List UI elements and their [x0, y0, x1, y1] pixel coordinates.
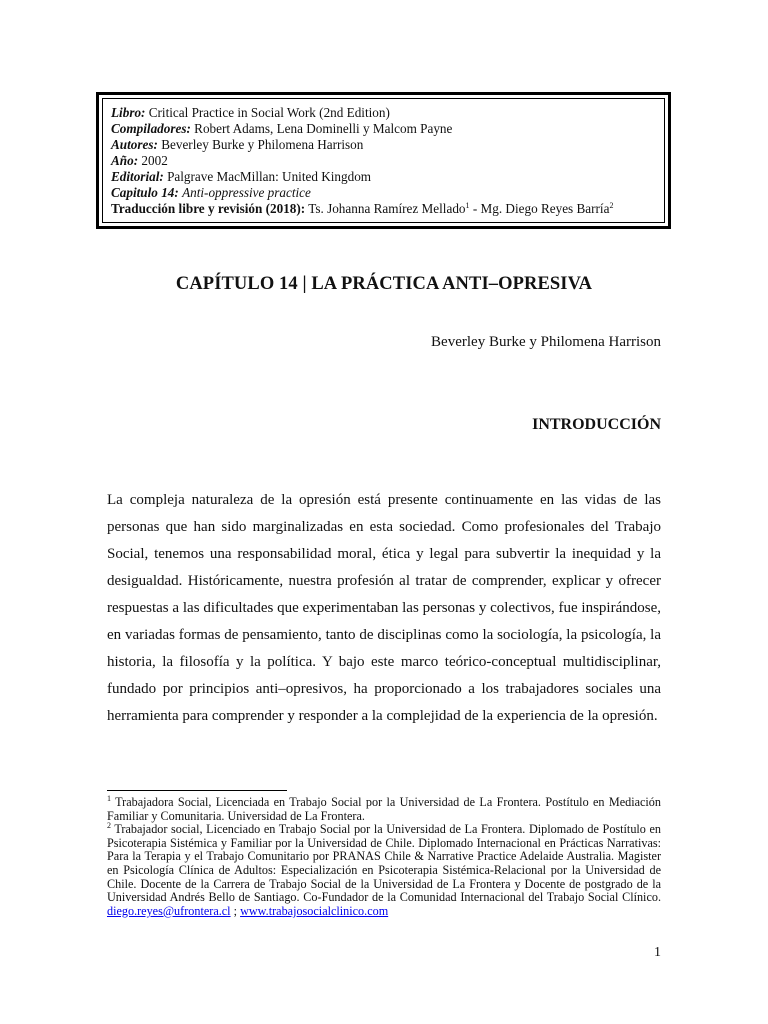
editorial-value: Palgrave MacMillan: United Kingdom	[167, 169, 372, 184]
info-row-editorial	[111, 169, 656, 185]
footnotes	[107, 796, 661, 918]
link-separator: ;	[233, 903, 238, 918]
book-info-box	[96, 92, 671, 229]
anio-label: Año:	[111, 153, 139, 168]
footnote-2	[107, 823, 661, 918]
capitulo-value: Anti-oppressive practice	[182, 185, 311, 200]
compiladores-value: Robert Adams, Lena Dominelli y Malcom Payne	[194, 121, 453, 136]
traductor-2: Mg. Diego Reyes Barría	[480, 201, 610, 216]
editorial-label: Editorial:	[111, 169, 164, 184]
traductor-1-ref: 1	[465, 201, 470, 210]
autores-label: Autores:	[111, 137, 158, 152]
page-number: 1	[654, 945, 661, 960]
footnote-2-text: Trabajador social, Licenciado en Trabajo Social por la Universidad de La Frontera. Diplomado de Postítulo en Psicoterapia Sistémica y Familiar por la Universidad de Chile. Diplomado Internacional en Prácticas Narrativas: Para la Terapia y el Trabajo Comunitario por PRANAS Chile & Narrative Practice Adelaide Australia. Magister en Psicología Clínica de Adultos: Especialización en Psicoterapia Sistémica-Relacional por la Universidad de Chile. Docente de la Carrera de Trabajo Social de la Universidad de La Frontera y Docente de postgrado de la Universidad Andrés Bello de Santiago. Co-Fundador de la Comunidad Internacional del Trabajo Social Clínico.	[107, 822, 662, 905]
traductor-1: Ts. Johanna Ramírez Mellado	[308, 201, 466, 216]
anio-value: 2002	[141, 153, 168, 168]
chapter-title: CAPÍTULO 14 | LA PRÁCTICA ANTI–OPRESIVA	[175, 274, 593, 294]
libro-value: Critical Practice in Social Work (2nd Edition)	[148, 105, 390, 120]
autores-value: Beverley Burke y Philomena Harrison	[161, 137, 364, 152]
website-link[interactable]: www.trabajosocialclinico.com	[240, 903, 389, 918]
book-info-inner	[102, 98, 665, 223]
footnote-1-text: Trabajadora Social, Licenciada en Trabajo Social por la Universidad de La Frontera. Postítulo en Mediación Familiar y Comunitaria. Universidad de La Frontera.	[107, 795, 661, 823]
compiladores-label: Compiladores:	[111, 121, 191, 136]
footnote-1-ref: 1	[107, 794, 111, 803]
footnote-divider	[107, 790, 287, 791]
info-row-compiladores	[111, 121, 656, 137]
intro-paragraph: La compleja naturaleza de la opresión está presente continuamente en las vidas de las personas que han sido marginalizadas en esta sociedad. Como profesionales del Trabajo Social, tenemos una responsabilidad moral, ética y legal para subvertir la inequidad y la desigualdad. Históricamente, nuestra profesión al tratar de comprender, explicar y ofrecer respuestas a las dificultades que experimentaban las personas y colectivos, fue inspirándose, en variadas formas de pensamiento, tanto de disciplinas como la sociología, la psicología, la historia, la filosofía y la política. Y bajo este marco teórico-conceptual multidisciplinar, fundado por principios anti–opresivos, ha proporcionado a los trabajadores sociales una herramienta para comprender y responder a la complejidad de la experiencia de la opresión.	[107, 492, 661, 724]
traductor-separator: -	[472, 201, 478, 216]
traductor-2-ref: 2	[609, 201, 614, 210]
footnote-2-ref: 2	[107, 821, 111, 831]
info-row-autores	[111, 137, 656, 153]
footnote-1	[107, 796, 661, 823]
info-row-traduccion	[111, 201, 656, 217]
email-link[interactable]: diego.reyes@ufrontera.cl	[107, 903, 231, 918]
libro-label: Libro:	[111, 105, 146, 120]
traduccion-label: Traducción libre y revisión (2018):	[111, 201, 306, 216]
capitulo-label: Capitulo 14:	[111, 185, 179, 200]
chapter-authors: Beverley Burke y Philomena Harrison	[431, 334, 661, 350]
info-row-anio	[111, 153, 656, 169]
section-heading: INTRODUCCIÓN	[532, 416, 661, 433]
info-row-libro	[111, 105, 656, 121]
info-row-capitulo	[111, 185, 656, 201]
